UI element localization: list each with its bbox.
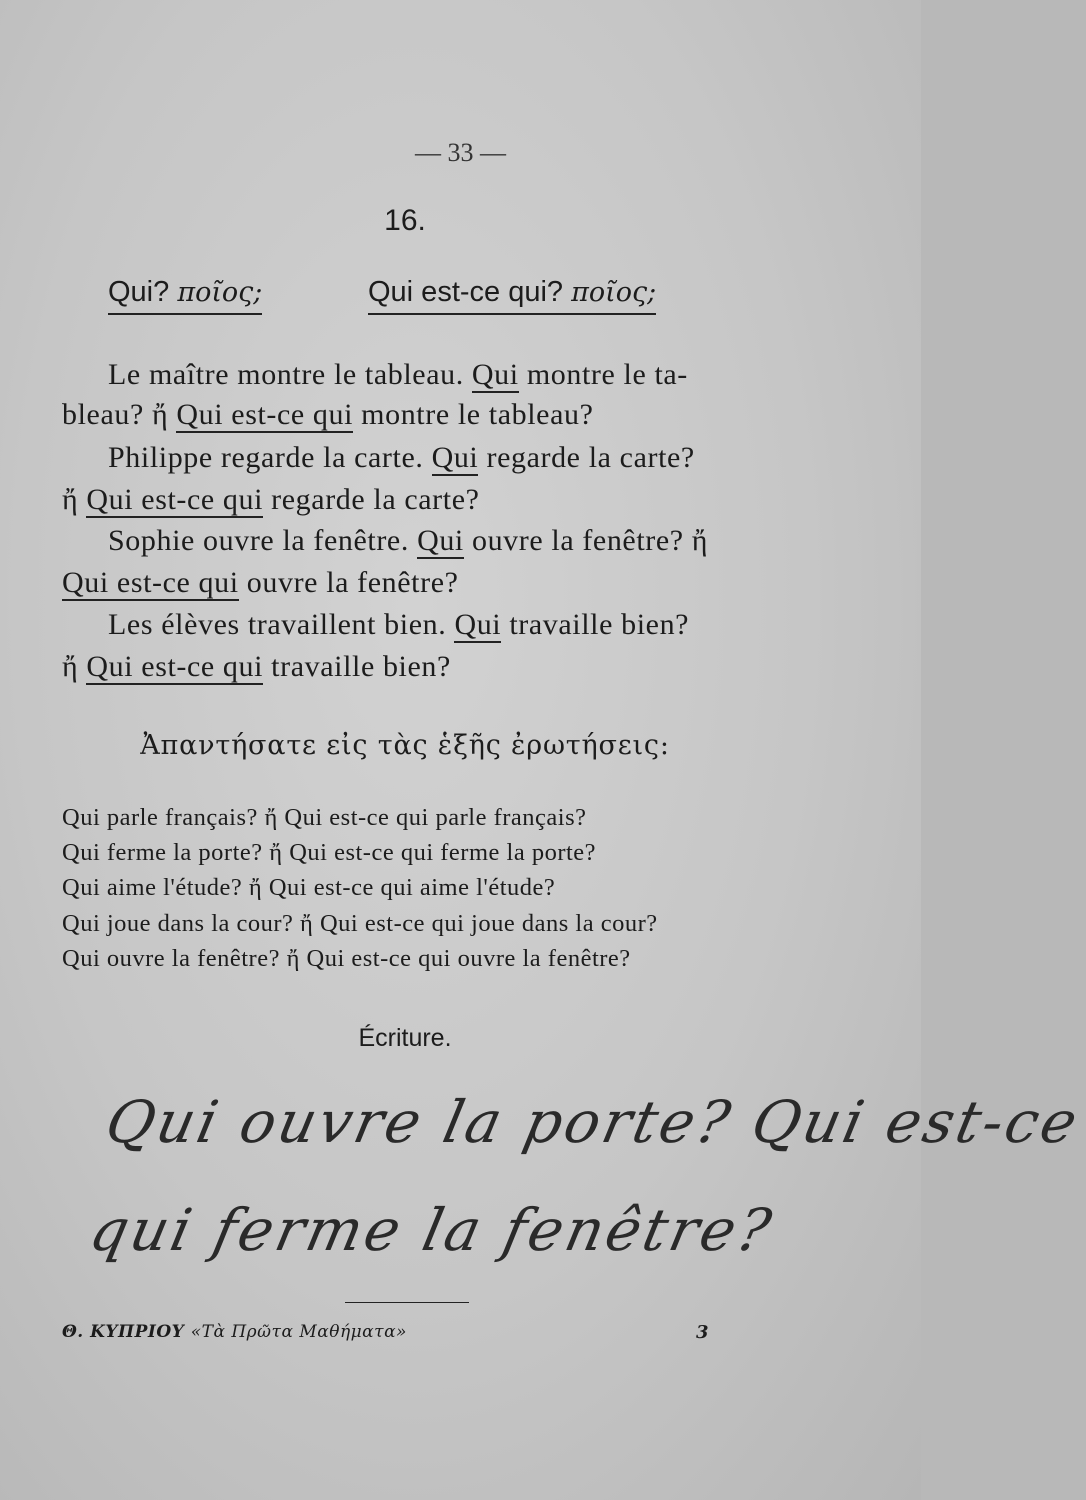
reading-text: montre le tableau? (353, 398, 594, 431)
reading-line-1 (108, 358, 688, 392)
reading-text: ouvre la fenêtre? ἤ (463, 524, 709, 557)
heading-qui-est-ce-qui-french: Qui est-ce qui? (368, 276, 564, 308)
reading-line-5 (108, 524, 708, 558)
footer-imprint (62, 1322, 407, 1342)
reading-text: Les élèves travaillent bien. (108, 608, 455, 641)
underlined-question-word: Qui (431, 441, 479, 474)
underlined-question-phrase: Qui est-ce qui (176, 398, 354, 431)
exercise-line-2: Qui ferme la porte? ἤ Qui est-ce qui ferme la porte? (62, 839, 597, 866)
lesson-number: 16. (384, 204, 426, 237)
reading-line-3 (108, 441, 695, 475)
exercise-line-1: Qui parle français? ἤ Qui est-ce qui parle français? (62, 804, 587, 831)
exercise-line-4: Qui joue dans la cour? ἤ Qui est-ce qui joue dans la cour? (62, 910, 658, 937)
underlined-question-word: Qui (471, 358, 519, 391)
signature-mark: 3 (696, 1322, 709, 1343)
reading-line-4 (62, 483, 480, 517)
heading-qui (108, 276, 262, 315)
footer-author: Θ. ΚΥΠΡΙΟΥ (62, 1322, 185, 1342)
reading-text: Philippe regarde la carte. (108, 441, 432, 474)
reading-text: regarde la carte? (263, 483, 480, 516)
reading-text: ouvre la fenêtre? (238, 566, 459, 599)
heading-qui-est-ce-qui-greek: ποῖος; (571, 277, 657, 308)
reading-text: regarde la carte? (478, 441, 695, 474)
reading-line-2 (62, 398, 594, 432)
reading-text: Sophie ouvre la fenêtre. (108, 524, 418, 557)
heading-qui-greek: ποῖος; (177, 277, 263, 308)
reading-text: travaille bien? (501, 608, 690, 641)
handwriting-line-1: Qui ouvre la porte? Qui est-ce (100, 1088, 1086, 1156)
reading-line-6 (62, 566, 459, 600)
reading-text: montre le ta- (518, 358, 688, 391)
underlined-question-word: Qui (417, 524, 464, 557)
exercise-line-3: Qui aime l'étude? ἤ Qui est-ce qui aime l'étude? (62, 874, 556, 901)
footer-divider (345, 1302, 469, 1303)
underlined-question-phrase: Qui est-ce qui (62, 566, 239, 599)
heading-qui-french: Qui? (108, 276, 170, 308)
exercise-instruction: Ἀπαντήσατε εἰς τὰς ἑξῆς ἐρωτήσεις: (140, 730, 670, 761)
exercise-line-5: Qui ouvre la fenêtre? ἤ Qui est-ce qui ouvre la fenêtre? (62, 945, 631, 972)
reading-text: Le maître montre le tableau. (108, 358, 472, 391)
reading-text: ἤ (62, 650, 87, 683)
reading-text: bleau? ἤ (62, 398, 177, 431)
writing-title: Écriture. (358, 1024, 452, 1052)
underlined-question-phrase: Qui est-ce qui (86, 483, 264, 516)
page-number: — 33 — (415, 138, 506, 167)
reading-text: travaille bien? (263, 650, 451, 683)
underlined-question-phrase: Qui est-ce qui (86, 650, 264, 683)
footer-book-title: «Τὰ Πρῶτα Μαθήματα» (190, 1322, 407, 1342)
handwriting-line-2: qui ferme la fenêtre? (84, 1196, 780, 1264)
underlined-question-word: Qui (454, 608, 502, 641)
reading-line-7 (108, 608, 689, 642)
reading-text: ἤ (62, 483, 87, 516)
reading-line-8 (62, 650, 451, 684)
heading-qui-est-ce-qui (368, 276, 656, 315)
